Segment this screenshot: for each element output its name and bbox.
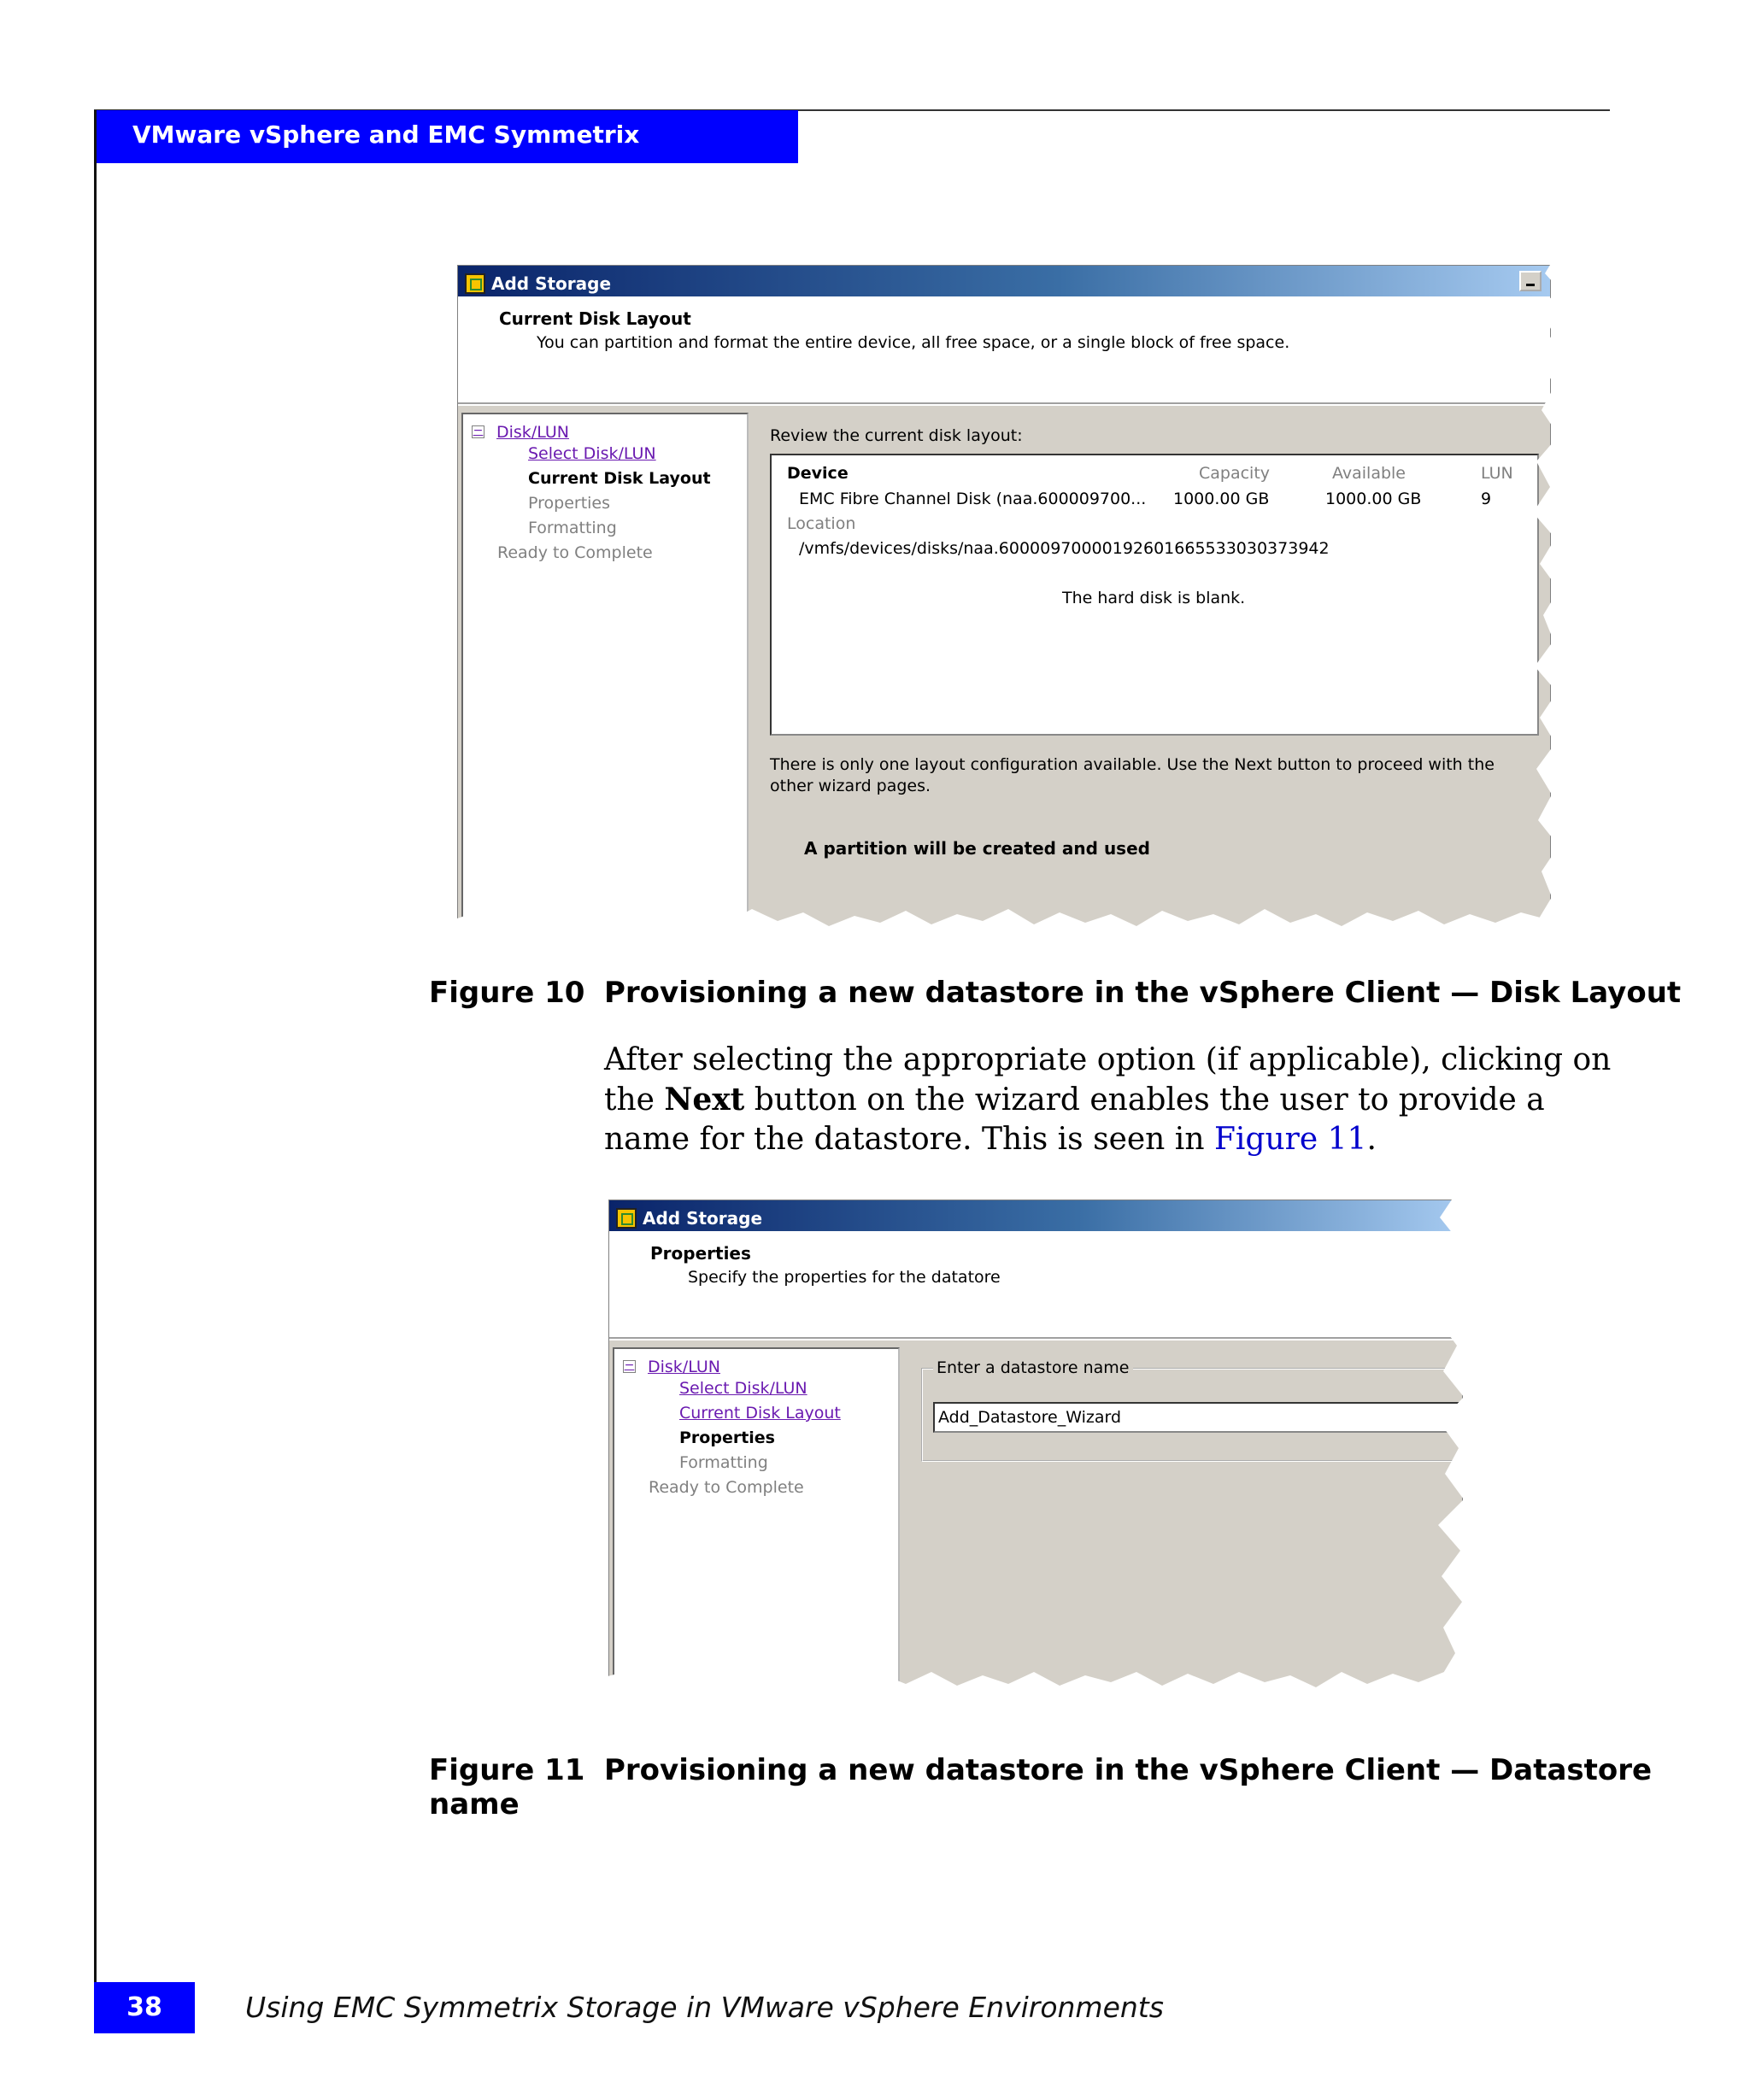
figure-10-caption — [429, 976, 1681, 1010]
collapse-icon[interactable]: − — [624, 1358, 635, 1372]
figure-11-title: Provisioning a new datastore in the vSphere Client — Datastore name — [429, 1753, 1653, 1821]
available-cell: 1000.00 GB — [1325, 490, 1422, 508]
column-header-capacity: Capacity — [1199, 464, 1271, 483]
step-description: Specify the properties for the datatore — [688, 1268, 1001, 1287]
add-storage-dialog-properties — [608, 1200, 1463, 1695]
partition-message: A partition will be created and used — [804, 838, 1150, 859]
running-footer: Using EMC Symmetrix Storage in VMware vSphere Environments — [245, 1991, 1164, 2024]
datastore-name-group — [921, 1358, 1463, 1462]
datastore-name-input[interactable] — [933, 1402, 1463, 1433]
window-title: Add Storage — [491, 273, 612, 294]
figure-11-number: Figure 11 — [429, 1753, 585, 1787]
capacity-cell: 1000.00 GB — [1173, 490, 1270, 508]
wizard-content — [753, 413, 1550, 935]
nav-item-select-disk-lun[interactable]: Select Disk/LUN — [679, 1379, 807, 1398]
figure-10-number: Figure 10 — [429, 976, 585, 1010]
wizard-body — [609, 1340, 1462, 1694]
nav-item-ready-to-complete: Ready to Complete — [649, 1478, 804, 1497]
collapse-icon[interactable]: − — [473, 424, 484, 437]
window-title: Add Storage — [643, 1208, 763, 1229]
column-header-device: Device — [787, 464, 849, 483]
running-header: VMware vSphere and EMC Symmetrix — [94, 110, 798, 163]
figure-11-caption — [429, 1753, 1750, 1821]
device-name-cell[interactable]: EMC Fibre Channel Disk (naa.600009700... — [799, 490, 1147, 508]
figure-11-link[interactable]: Figure 11 — [1213, 1122, 1367, 1157]
location-label: Location — [787, 514, 856, 533]
wizard-content — [904, 1347, 1462, 1694]
torn-edge-bottom — [444, 889, 1581, 948]
nav-item-ready-to-complete: Ready to Complete — [497, 543, 653, 562]
dialog-titlebar — [609, 1200, 1462, 1231]
step-title: Current Disk Layout — [499, 308, 691, 329]
layout-info-message: There is only one layout configuration available. Use the Next button to proceed with the other wizard pages. — [770, 755, 1495, 795]
nav-item-disk-lun[interactable]: − Disk/LUN — [624, 1357, 720, 1376]
wizard-header — [458, 296, 1550, 404]
vsphere-app-icon — [465, 273, 485, 294]
nav-item-disk-lun[interactable]: − Disk/LUN — [473, 422, 569, 442]
column-header-available: Available — [1332, 464, 1406, 483]
nav-item-formatting: Formatting — [528, 519, 617, 537]
nav-item-current-disk-layout[interactable]: Current Disk Layout — [679, 1404, 841, 1422]
page-number: 38 — [94, 1982, 195, 2033]
column-header-lun: LUN — [1481, 464, 1513, 483]
torn-edge-right — [1530, 256, 1589, 948]
disk-layout-table — [770, 454, 1539, 736]
lun-cell: 9 — [1481, 490, 1492, 508]
nav-item-properties[interactable]: Properties — [679, 1428, 775, 1447]
wizard-header — [609, 1231, 1462, 1339]
wizard-nav — [613, 1347, 900, 1694]
nav-item-select-disk-lun[interactable]: Select Disk/LUN — [528, 444, 656, 463]
datastore-name-label: Enter a datastore name — [933, 1358, 1133, 1377]
wizard-body — [458, 406, 1550, 935]
wizard-nav — [461, 413, 749, 935]
step-title: Properties — [650, 1243, 751, 1264]
nav-item-properties: Properties — [528, 494, 611, 513]
body-paragraph: After selecting the appropriate option (if applicable), clicking on the Next button on the wizard enables the user to provide a name for the datastore. This is seen in Figure 11. — [604, 1042, 1612, 1157]
blank-disk-message: The hard disk is blank. — [1062, 589, 1246, 607]
add-storage-dialog-disk-layout — [457, 265, 1551, 936]
vsphere-app-icon — [616, 1208, 637, 1229]
torn-edge-right — [1423, 1192, 1500, 1704]
figure-10-title: Provisioning a new datastore in the vSphere Client — Disk Layout — [604, 976, 1682, 1010]
nav-item-formatting: Formatting — [679, 1453, 768, 1472]
step-description: You can partition and format the entire device, all free space, or a single block of free space. — [537, 333, 1290, 352]
margin-rule — [94, 110, 97, 2033]
dialog-titlebar — [458, 266, 1550, 296]
nav-item-current-disk-layout[interactable]: Current Disk Layout — [528, 469, 711, 488]
location-value: /vmfs/devices/disks/naa.60000970000192601665533030373942 — [799, 539, 1330, 558]
review-label: Review the current disk layout: — [770, 426, 1023, 445]
torn-edge-bottom — [598, 1653, 1470, 1704]
